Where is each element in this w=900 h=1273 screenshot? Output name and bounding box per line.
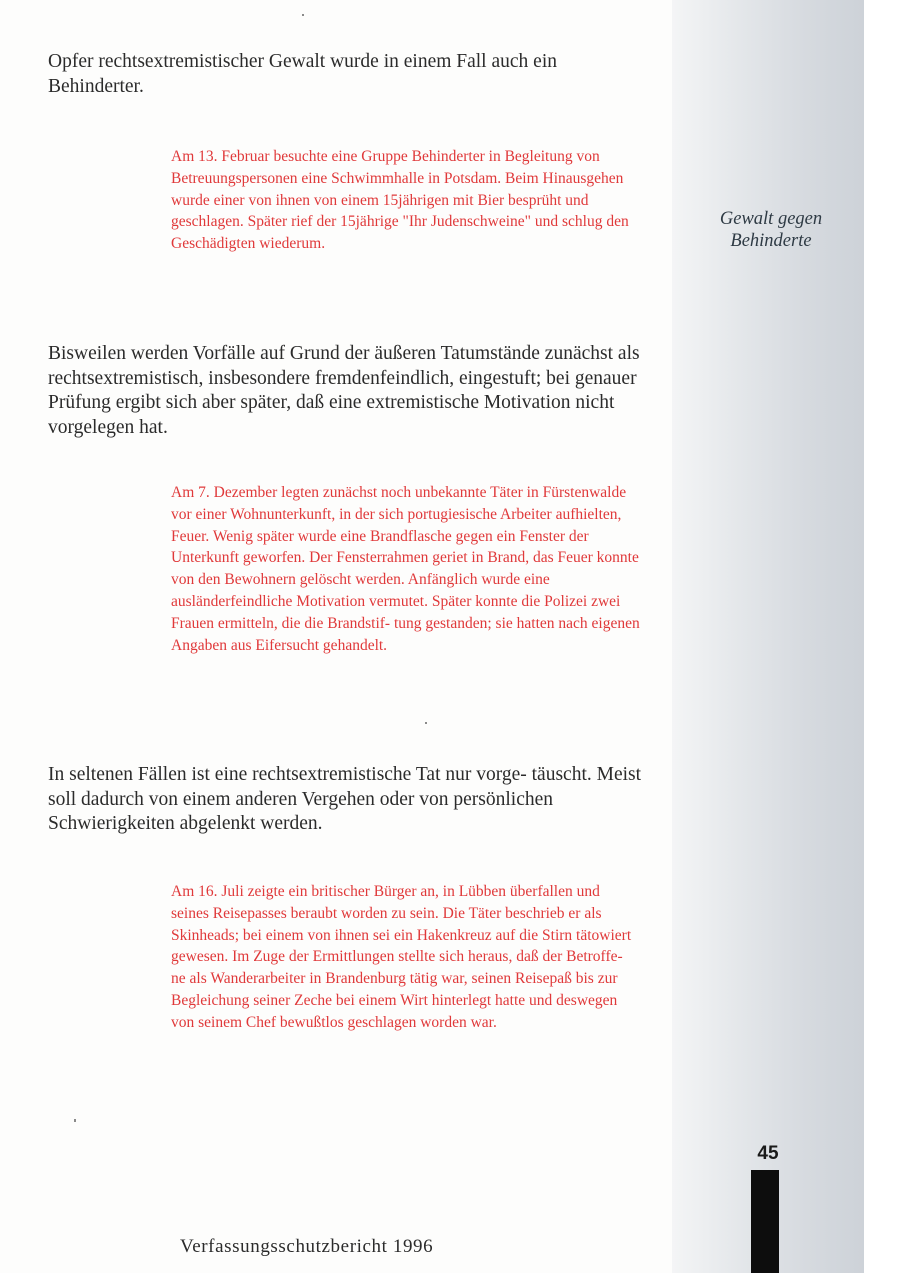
page-number-bar xyxy=(751,1170,779,1273)
paragraph-misclassified-incidents: Bisweilen werden Vorfälle auf Grund der äußeren Tatumstände zunächst als rechtsextremistisch, insbesondere fremdenfeindlich, eingestuft; bei genauer Prüfung ergibt sich aber später, daß eine extremistische Motivation nicht vorgelegen hat. xyxy=(48,343,640,438)
scan-speck xyxy=(302,14,304,16)
paragraph-faked-incidents: In seltenen Fällen ist eine rechtsextremistische Tat nur vorge- täuscht. Meist soll dadurch von einem anderen Vergehen oder von persönlichen Schwierigkeiten abgelenkt werden. xyxy=(48,764,642,834)
case-swimming-hall-potsdam: Am 13. Februar besuchte eine Gruppe Behinderter in Begleitung von Betreuungspersonen eine Schwimmhalle in Potsdam. Beim Hinausgehen wurde einer von ihnen von einem 15jährigen mit Bier besprüht und geschlagen. Später rief der 15jährige "Ihr Judenschweine" und schlug den Geschädigten wiederum. xyxy=(171,148,629,253)
footer-title: Verfassungsschutzbericht 1996 xyxy=(180,1236,434,1257)
case-luebben-british-citizen: Am 16. Juli zeigte ein britischer Bürger an, in Lübben überfallen und seines Reisepasses beraubt worden zu sein. Die Täter beschrieb er als Skinheads; bei einem von ihnen sei ein Hakenkreuz auf die Stirn tätowiert gewesen. Im Zuge der Ermittlungen stellte sich heraus, daß der Betroffe- ne als Wanderarbeiter in Brandenburg tätig war, seinen Reisepaß bis zur Begleichung seiner Zeche bei einem Wirt hinterlegt hatte und deswegen von seinem Chef bewußtlos geschlagen worden war. xyxy=(171,883,632,1031)
scan-speck xyxy=(74,1119,76,1122)
case-fuerstenwalde-arson: Am 7. Dezember legten zunächst noch unbekannte Täter in Fürstenwalde vor einer Wohnunterkunft, in der sich portugiesische Arbeiter aufhielten, Feuer. Wenig später wurde eine Brandflasche gegen ein Fenster der Unterkunft geworfen. Der Fensterrahmen geriet in Brand, das Feuer konnte von den Bewohnern gelöscht werden. Anfänglich wurde eine ausländerfeindliche Motivation vermutet. Später konnte die Polizei zwei Frauen ermitteln, die die Brandstif- tung gestanden; sie hatten nach eigenen Angaben aus Eifersucht gehandelt. xyxy=(171,484,640,654)
right-page-edge xyxy=(864,0,900,1273)
paragraph-disabled-victim: Opfer rechtsextremistischer Gewalt wurde in einem Fall auch ein Behinderter. xyxy=(48,51,557,97)
scan-speck xyxy=(425,722,427,724)
page-number: 45 xyxy=(757,1143,779,1164)
margin-sidebar xyxy=(672,0,864,1273)
margin-note-heading: Gewalt gegen Behinderte xyxy=(719,209,823,251)
